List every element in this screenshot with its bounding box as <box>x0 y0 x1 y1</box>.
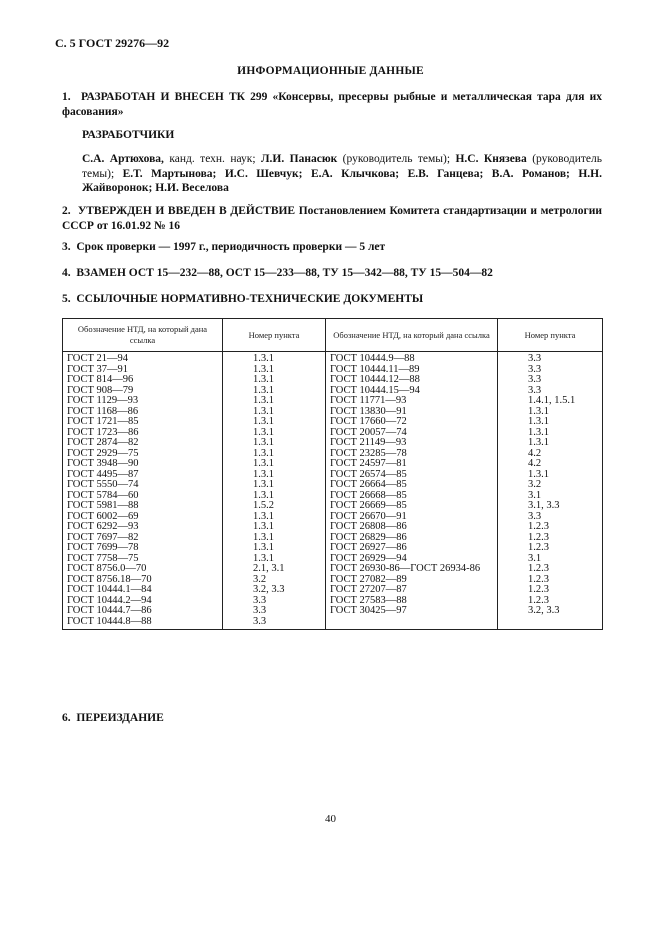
item-5-text: ССЫЛОЧНЫЕ НОРМАТИВНО-ТЕХНИЧЕСКИЕ ДОКУМЕНТЫ <box>76 293 424 305</box>
cell-clause: 1.3.1 <box>223 428 326 439</box>
info-item-6 <box>62 711 602 726</box>
cell-document: ГОСТ 26927—86 <box>326 543 498 554</box>
table-row <box>63 501 603 512</box>
cell-document: ГОСТ 26664—85 <box>326 480 498 491</box>
cell-clause: 1.3.1 <box>223 407 326 418</box>
item-2-text: Постановлением Комитета стандартизации и метрологии СССР от 16.01.92 № 16 <box>62 205 602 232</box>
developer-role: канд. техн. наук; <box>163 153 261 165</box>
cell-clause: 3.1 <box>498 554 603 565</box>
table-row <box>63 396 603 407</box>
table-row <box>63 617 603 630</box>
cell-document: ГОСТ 10444.9—88 <box>326 352 498 365</box>
cell-document: ГОСТ 5784—60 <box>63 491 223 502</box>
table-row <box>63 352 603 365</box>
item-3-text: Срок проверки — 1997 г., периодичность проверки — 5 лет <box>76 241 386 253</box>
cell-clause: 3.3 <box>498 512 603 523</box>
cell-document: ГОСТ 10444.15—94 <box>326 386 498 397</box>
cell-document: ГОСТ 6002—69 <box>63 512 223 523</box>
item-6-number: 6. <box>62 712 71 724</box>
cell-clause: 4.2 <box>498 449 603 460</box>
cell-clause: 1.3.1 <box>223 491 326 502</box>
cell-clause: 1.3.1 <box>223 365 326 376</box>
item-6-text: ПЕРЕИЗДАНИЕ <box>76 712 164 724</box>
cell-document: ГОСТ 27207—87 <box>326 585 498 596</box>
cell-clause <box>498 617 603 630</box>
info-item-3 <box>62 240 602 255</box>
cell-clause: 3.3 <box>223 617 326 630</box>
cell-clause: 1.5.2 <box>223 501 326 512</box>
cell-clause: 3.1, 3.3 <box>498 501 603 512</box>
item-4-number: 4. <box>62 267 71 279</box>
cell-document: ГОСТ 26929—94 <box>326 554 498 565</box>
page-number: 40 <box>325 813 336 825</box>
table-row <box>63 522 603 533</box>
info-item-2 <box>62 204 602 233</box>
cell-document: ГОСТ 17660—72 <box>326 417 498 428</box>
cell-clause: 3.3 <box>498 352 603 365</box>
cell-document: ГОСТ 3948—90 <box>63 459 223 470</box>
cell-document: ГОСТ 7697—82 <box>63 533 223 544</box>
cell-document: ГОСТ 1129—93 <box>63 396 223 407</box>
cell-clause: 3.2 <box>498 480 603 491</box>
table-row <box>63 480 603 491</box>
cell-clause: 1.3.1 <box>498 470 603 481</box>
cell-document: ГОСТ 26829—86 <box>326 533 498 544</box>
cell-document: ГОСТ 21—94 <box>63 352 223 365</box>
cell-clause: 1.3.1 <box>223 533 326 544</box>
cell-clause: 4.2 <box>498 459 603 470</box>
table-body <box>63 352 603 630</box>
cell-document: ГОСТ 10444.1—84 <box>63 585 223 596</box>
cell-document: ГОСТ 26930-86—ГОСТ 26934-86 <box>326 564 498 575</box>
header-clause-1: Номер пункта <box>223 319 326 352</box>
cell-clause: 3.3 <box>498 365 603 376</box>
cell-document: ГОСТ 27082—89 <box>326 575 498 586</box>
cell-document: ГОСТ 26574—85 <box>326 470 498 481</box>
table-row <box>63 564 603 575</box>
table-row <box>63 438 603 449</box>
cell-clause: 3.1 <box>498 491 603 502</box>
developers-heading: РАЗРАБОТЧИКИ <box>82 129 175 141</box>
cell-clause: 1.3.1 <box>223 449 326 460</box>
cell-clause: 1.2.3 <box>498 564 603 575</box>
cell-clause: 1.3.1 <box>223 352 326 365</box>
developer-name: Е.Т. Мартынова; И.С. Шевчук; Е.А. Клычкова; Е.В. Ганцева; В.А. Романов; Н.Н. Жайворонок; Н.И. Веселова <box>82 167 602 194</box>
item-2-bold-text: УТВЕРЖДЕН И ВВЕДЕН В ДЕЙСТВИЕ <box>77 205 296 217</box>
cell-document: ГОСТ 2929—75 <box>63 449 223 460</box>
cell-clause: 1.3.1 <box>223 480 326 491</box>
item-2-number: 2. <box>62 205 71 217</box>
cell-document: ГОСТ 1168—86 <box>63 407 223 418</box>
cell-document: ГОСТ 8756.18—70 <box>63 575 223 586</box>
cell-document: ГОСТ 5981—88 <box>63 501 223 512</box>
cell-clause: 1.3.1 <box>498 407 603 418</box>
cell-clause: 1.3.1 <box>223 470 326 481</box>
item-1-number: 1. <box>62 91 71 103</box>
cell-clause: 3.2 <box>223 575 326 586</box>
cell-document: ГОСТ 8756.0—70 <box>63 564 223 575</box>
cell-document: ГОСТ 11771—93 <box>326 396 498 407</box>
cell-clause: 1.4.1, 1.5.1 <box>498 396 603 407</box>
cell-document: ГОСТ 27583—88 <box>326 596 498 607</box>
cell-document: ГОСТ 37—91 <box>63 365 223 376</box>
table-row <box>63 543 603 554</box>
cell-document: ГОСТ 26669—85 <box>326 501 498 512</box>
info-item-5 <box>62 292 602 307</box>
cell-clause: 3.3 <box>498 375 603 386</box>
developer-name: Л.И. Панасюк <box>260 153 338 165</box>
cell-document: ГОСТ 23285—78 <box>326 449 498 460</box>
header-document-2: Обозначение НТД, на который дана ссылка <box>326 319 498 352</box>
table-header-row <box>63 319 603 352</box>
cell-clause: 1.3.1 <box>498 417 603 428</box>
cell-document: ГОСТ 26668—85 <box>326 491 498 502</box>
cell-clause: 1.3.1 <box>223 543 326 554</box>
cell-clause: 1.3.1 <box>223 396 326 407</box>
info-item-4 <box>62 266 602 281</box>
cell-document: ГОСТ 7758—75 <box>63 554 223 565</box>
cell-clause: 1.3.1 <box>223 459 326 470</box>
table-row <box>63 585 603 596</box>
cell-document: ГОСТ 10444.11—89 <box>326 365 498 376</box>
cell-document: ГОСТ 26670—91 <box>326 512 498 523</box>
cell-clause: 1.3.1 <box>223 554 326 565</box>
cell-clause: 1.2.3 <box>498 575 603 586</box>
cell-document: ГОСТ 10444.2—94 <box>63 596 223 607</box>
cell-clause: 1.2.3 <box>498 543 603 554</box>
developer-name: Н.С. Князева <box>455 153 527 165</box>
cell-clause: 3.3 <box>223 596 326 607</box>
page-header: С. 5 ГОСТ 29276—92 <box>55 36 170 50</box>
item-4-text: ВЗАМЕН ОСТ 15—232—88, ОСТ 15—233—88, ТУ 15—342—88, ТУ 15—504—82 <box>76 267 493 279</box>
info-item-1 <box>62 90 602 119</box>
cell-document: ГОСТ 1723—86 <box>63 428 223 439</box>
cell-document: ГОСТ 26808—86 <box>326 522 498 533</box>
table-row <box>63 606 603 617</box>
cell-clause: 1.3.1 <box>223 512 326 523</box>
item-3-number: 3. <box>62 241 71 253</box>
cell-document: ГОСТ 5550—74 <box>63 480 223 491</box>
cell-document: ГОСТ 13830—91 <box>326 407 498 418</box>
table-row <box>63 417 603 428</box>
cell-document: ГОСТ 7699—78 <box>63 543 223 554</box>
cell-clause: 1.3.1 <box>223 438 326 449</box>
cell-clause: 1.3.1 <box>223 375 326 386</box>
item-5-number: 5. <box>62 293 71 305</box>
item-1-text: РАЗРАБОТАН И ВНЕСЕН ТК 299 «Консервы, пресервы рыбные и металлическая тара для их фасования» <box>62 91 602 118</box>
cell-document: ГОСТ 10444.12—88 <box>326 375 498 386</box>
cell-clause: 1.2.3 <box>498 522 603 533</box>
cell-clause: 1.2.3 <box>498 533 603 544</box>
cell-clause: 1.2.3 <box>498 585 603 596</box>
table-row <box>63 375 603 386</box>
header-document-1: Обозначение НТД, на который дана ссылка <box>63 319 223 352</box>
developer-role: (руководитель темы); <box>82 153 603 180</box>
cell-document: ГОСТ 24597—81 <box>326 459 498 470</box>
cell-clause: 3.2, 3.3 <box>498 606 603 617</box>
cell-document: ГОСТ 10444.7—86 <box>63 606 223 617</box>
cell-document: ГОСТ 30425—97 <box>326 606 498 617</box>
cell-document: ГОСТ 908—79 <box>63 386 223 397</box>
developers-list <box>82 152 602 196</box>
cell-document: ГОСТ 20057—74 <box>326 428 498 439</box>
cell-document: ГОСТ 21149—93 <box>326 438 498 449</box>
cell-clause: 1.3.1 <box>223 386 326 397</box>
cell-clause: 1.3.1 <box>223 417 326 428</box>
cell-clause: 1.3.1 <box>223 522 326 533</box>
cell-document: ГОСТ 2874—82 <box>63 438 223 449</box>
section-title: ИНФОРМАЦИОННЫЕ ДАННЫЕ <box>237 65 424 77</box>
cell-document: ГОСТ 1721—85 <box>63 417 223 428</box>
cell-clause: 3.3 <box>223 606 326 617</box>
cell-clause: 3.2, 3.3 <box>223 585 326 596</box>
cell-document: ГОСТ 6292—93 <box>63 522 223 533</box>
developer-name: С.А. Артюхова, <box>82 153 164 165</box>
cell-document: ГОСТ 814—96 <box>63 375 223 386</box>
cell-clause: 1.3.1 <box>498 438 603 449</box>
header-clause-2: Номер пункта <box>498 319 603 352</box>
cell-document: ГОСТ 4495—87 <box>63 470 223 481</box>
reference-documents-table <box>62 318 603 630</box>
developer-role: (руководитель темы); <box>337 153 456 165</box>
cell-document <box>326 617 498 630</box>
cell-clause: 2.1, 3.1 <box>223 564 326 575</box>
cell-clause: 1.2.3 <box>498 596 603 607</box>
table-row <box>63 459 603 470</box>
cell-document: ГОСТ 10444.8—88 <box>63 617 223 630</box>
cell-clause: 1.3.1 <box>498 428 603 439</box>
cell-clause: 3.3 <box>498 386 603 397</box>
